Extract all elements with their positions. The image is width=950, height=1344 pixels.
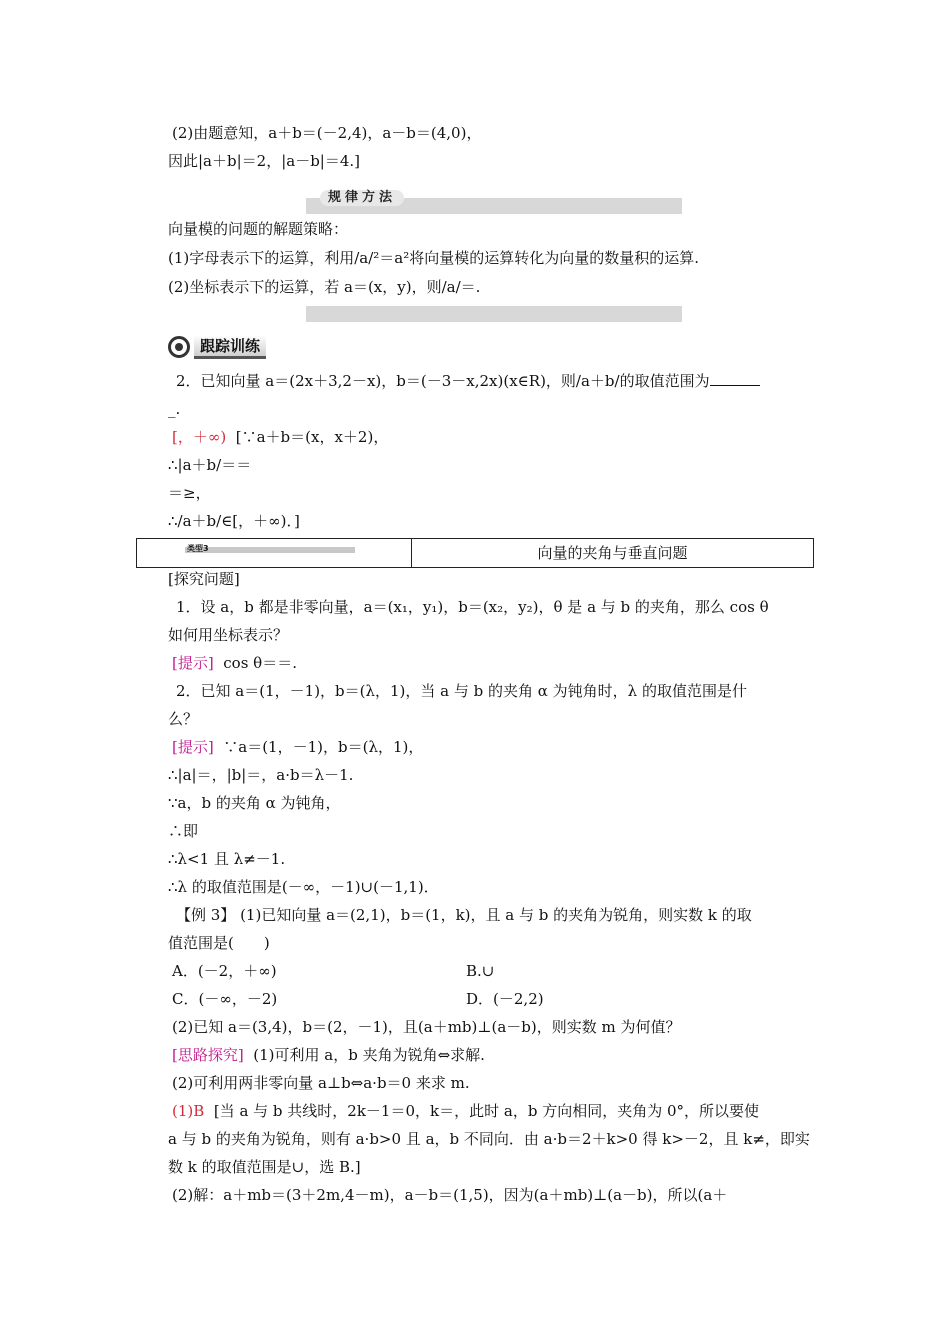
law-method-label: 规律方法 bbox=[320, 190, 404, 206]
type-tag-bar bbox=[185, 547, 355, 553]
question-line: _. bbox=[168, 400, 181, 418]
answer-line: ＝≥， bbox=[168, 484, 211, 502]
solution-line: 因此|a＋b|＝2，|a－b|＝4.] bbox=[168, 152, 361, 170]
option-c: C．(－∞，－2) bbox=[172, 990, 278, 1008]
option-a: A．(－2，＋∞) bbox=[172, 962, 277, 980]
hint-label: [提示] bbox=[172, 654, 214, 672]
explore-question: 1．设 a，b 都是非零向量，a＝(x₁，y₁)，b＝(x₂，y₂)，θ 是 a 与 b 的夹角，那么 cos θ bbox=[176, 598, 769, 616]
solution-line: 数 k 的取值范围是∪，选 B.] bbox=[168, 1158, 361, 1176]
example-line: 【例 3】 (1)已知向量 a＝(2,1)，b＝(1，k)，且 a 与 b 的夹角为锐角，则实数 k 的取 bbox=[176, 906, 752, 924]
answer-line: ∴|a＋b/＝＝ bbox=[168, 456, 252, 474]
solution-line: (2)解：a＋mb＝(3＋2m,4－m)，a－b＝(1,5)，因为(a＋mb)⊥(a－b)，所以(a＋ bbox=[172, 1186, 728, 1204]
solution-line: (2)由题意知，a＋b＝(－2,4)，a－b＝(4,0)， bbox=[172, 124, 482, 142]
answer-blank bbox=[710, 371, 760, 386]
tracking-practice-badge bbox=[168, 335, 266, 359]
thinking-line: (2)可利用两非零向量 a⊥b⇔a·b＝0 来求 m. bbox=[172, 1074, 470, 1092]
question-text: 2．已知向量 a＝(2x＋3,2－x)，b＝(－3－x,2x)(x∈R)，则/a＋b/的取值范围为 bbox=[176, 372, 710, 390]
type-tag: 类型3 bbox=[187, 544, 209, 553]
solution-line bbox=[172, 1100, 759, 1122]
option-b: B.∪ bbox=[466, 962, 495, 980]
hint-line bbox=[172, 652, 297, 674]
answer-text: [∵a＋b＝(x，x＋2)， bbox=[235, 428, 389, 446]
answer-key: (1)B bbox=[172, 1102, 205, 1120]
option-d: D．(－2,2) bbox=[466, 990, 544, 1008]
method-text: (1)字母表示下的运算，利用/a/²＝a²将向量模的运算转化为向量的数量积的运算. bbox=[168, 249, 700, 267]
method-text: (2)坐标表示下的运算，若 a＝(x，y)，则/a/＝. bbox=[168, 278, 481, 296]
solution-text: [当 a 与 b 共线时，2k－1＝0，k＝，此时 a，b 方向相同，夹角为 0°，所以要使 bbox=[213, 1102, 760, 1120]
hint-text: ∵a＝(1，－1)，b＝(λ，1)， bbox=[223, 738, 424, 756]
law-method-end-bar bbox=[306, 306, 682, 322]
explore-question: 么？ bbox=[168, 710, 199, 728]
question-line bbox=[176, 370, 760, 392]
thinking-line bbox=[172, 1044, 485, 1066]
hint-line: ∴|a|＝，|b|＝，a·b＝λ－1. bbox=[168, 766, 354, 784]
hint-label: [提示] bbox=[172, 738, 214, 756]
type-title: 向量的夹角与垂直问题 bbox=[537, 544, 688, 562]
hint-line: ∴λ 的取值范围是(－∞，－1)∪(－1,1)． bbox=[168, 878, 439, 896]
target-icon bbox=[168, 336, 190, 358]
thinking-label: [思路探究] bbox=[172, 1046, 244, 1064]
example-line: (2)已知 a＝(3,4)，b＝(2，－1)，且(a＋mb)⊥(a－b)，则实数 m 为何值？ bbox=[172, 1018, 681, 1036]
hint-line: ∴即 bbox=[168, 822, 199, 840]
answer-line: ∴/a＋b/∈[，＋∞)．] bbox=[168, 512, 300, 530]
solution-line: a 与 b 的夹角为锐角，则有 a·b>0 且 a，b 不同向．由 a·b＝2＋k>0 得 k>－2，且 k≠，即实 bbox=[168, 1130, 810, 1148]
explore-heading: [探究问题] bbox=[168, 570, 240, 588]
type-tag-cell bbox=[137, 539, 412, 567]
hint-line bbox=[172, 736, 423, 758]
answer-line bbox=[172, 426, 388, 448]
thinking-text: (1)可利用 a，b 夹角为锐角⇔求解. bbox=[253, 1046, 485, 1064]
method-text: 向量模的问题的解题策略： bbox=[168, 220, 349, 238]
tracking-practice-label: 跟踪训练 bbox=[194, 335, 266, 359]
explore-question: 如何用坐标表示？ bbox=[168, 626, 289, 644]
hint-text: cos θ＝＝. bbox=[223, 654, 297, 672]
type-header-box bbox=[136, 538, 814, 568]
hint-line: ∵a，b 的夹角 α 为钝角， bbox=[168, 794, 341, 812]
answer-key: [，＋∞) bbox=[172, 428, 227, 446]
explore-question: 2．已知 a＝(1，－1)，b＝(λ，1)，当 a 与 b 的夹角 α 为钝角时，λ 的取值范围是什 bbox=[176, 682, 747, 700]
example-line: 值范围是( ) bbox=[168, 934, 270, 952]
hint-line: ∴λ<1 且 λ≠－1. bbox=[168, 850, 286, 868]
